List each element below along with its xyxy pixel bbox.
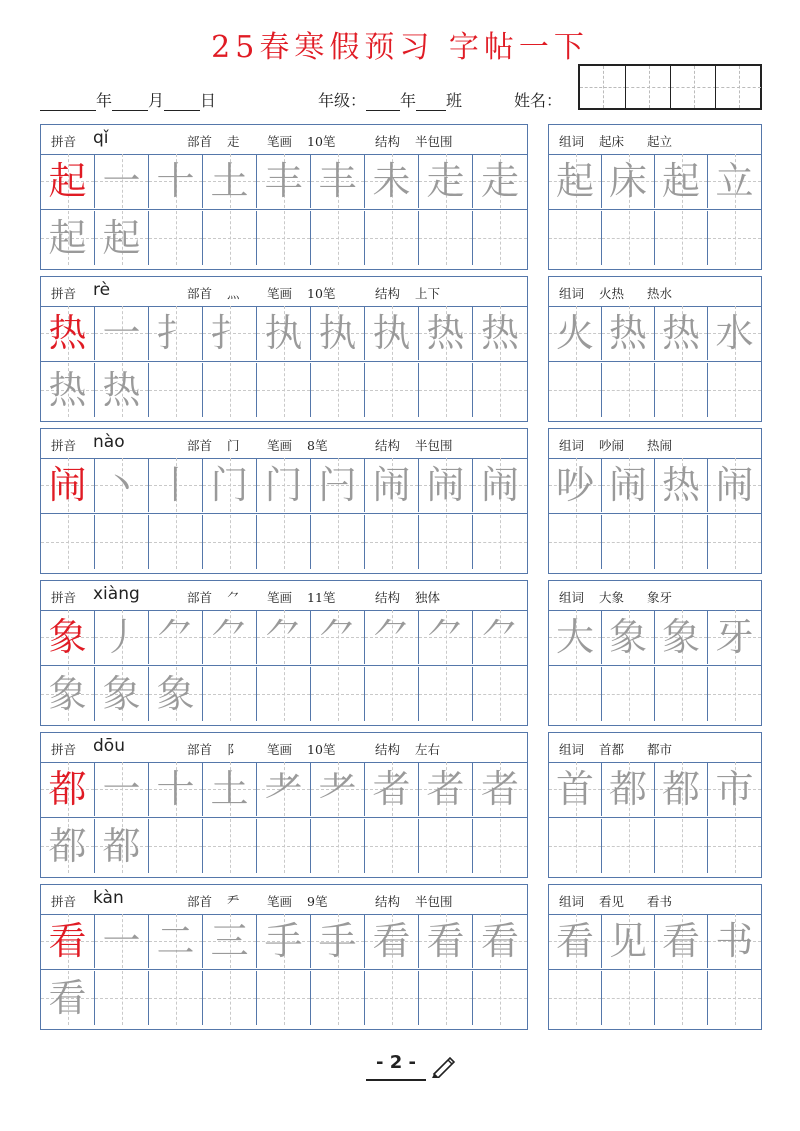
- words-header: 组词 首都 都市: [549, 733, 761, 763]
- page-footer: [366, 1052, 466, 1082]
- info-line: [40, 88, 580, 114]
- writing-cell[interactable]: 丿: [95, 610, 149, 664]
- writing-cell[interactable]: [419, 971, 473, 1025]
- writing-cell[interactable]: [365, 363, 419, 417]
- word-cell[interactable]: [549, 971, 602, 1025]
- writing-cell[interactable]: 丶: [95, 458, 149, 512]
- word-2: 热水: [647, 286, 673, 301]
- writing-cell[interactable]: 二: [149, 914, 203, 968]
- writing-cell[interactable]: 热: [419, 306, 473, 360]
- grade-field[interactable]: 年级： 年 班: [318, 91, 463, 110]
- words-header: 组词 看见 看书: [549, 885, 761, 915]
- writing-cell[interactable]: 十: [149, 154, 203, 208]
- word-cell[interactable]: 立: [708, 154, 761, 208]
- pinyin: nào: [93, 432, 125, 452]
- word-1: 首都: [599, 742, 625, 757]
- words-panel: [548, 580, 762, 726]
- char-info: 拼音 rè 部首 灬 笔画 10笔 结构 上下: [41, 277, 527, 307]
- pinyin: kàn: [93, 888, 124, 908]
- words-panel: [548, 428, 762, 574]
- word-1: 起床: [599, 134, 625, 149]
- writing-cell[interactable]: ⺈: [365, 610, 419, 664]
- words-panel: [548, 276, 762, 422]
- writing-cell[interactable]: [473, 971, 527, 1025]
- words-panel: [548, 732, 762, 878]
- word-cell[interactable]: [655, 363, 708, 417]
- word-1: 吵闹: [599, 438, 625, 453]
- writing-cell[interactable]: [149, 211, 203, 265]
- word-cell[interactable]: 见: [602, 914, 655, 968]
- stroke-count: 10笔: [307, 742, 336, 757]
- writing-cell[interactable]: ⺈: [203, 610, 257, 664]
- writing-cell[interactable]: [149, 363, 203, 417]
- word-cell[interactable]: [549, 363, 602, 417]
- writing-cell[interactable]: 手: [311, 914, 365, 968]
- word-cell[interactable]: [549, 667, 602, 721]
- word-cell[interactable]: [602, 211, 655, 265]
- word-2: 起立: [647, 134, 673, 149]
- word-cell[interactable]: [549, 211, 602, 265]
- writing-cell[interactable]: 丰: [257, 154, 311, 208]
- char-block: [40, 276, 762, 422]
- words-header: 组词 大象 象牙: [549, 581, 761, 611]
- writing-cell[interactable]: 都: [41, 762, 95, 816]
- structure: 独体: [415, 590, 441, 605]
- practice-panel: [40, 884, 528, 1030]
- practice-panel: [40, 124, 528, 270]
- word-cell[interactable]: [708, 363, 761, 417]
- practice-panel: [40, 732, 528, 878]
- practice-panel: [40, 428, 528, 574]
- writing-cell[interactable]: [473, 819, 527, 873]
- writing-cell[interactable]: [203, 363, 257, 417]
- writing-cell[interactable]: [257, 819, 311, 873]
- writing-cell[interactable]: 一: [95, 154, 149, 208]
- writing-cell[interactable]: [257, 211, 311, 265]
- writing-cell[interactable]: [41, 515, 95, 569]
- writing-cell[interactable]: 热: [41, 306, 95, 360]
- radical: 龵: [227, 894, 240, 909]
- word-1: 看见: [599, 894, 625, 909]
- word-cell[interactable]: 闹: [602, 458, 655, 512]
- char-block: [40, 732, 762, 878]
- radical: 走: [227, 134, 240, 149]
- word-cell[interactable]: [708, 971, 761, 1025]
- writing-cell[interactable]: 热: [95, 363, 149, 417]
- writing-cell[interactable]: [311, 667, 365, 721]
- radical: 门: [227, 438, 240, 453]
- writing-cell[interactable]: [311, 211, 365, 265]
- word-cell[interactable]: 床: [602, 154, 655, 208]
- writing-cell[interactable]: 丰: [311, 154, 365, 208]
- word-cell[interactable]: [708, 819, 761, 873]
- writing-cell[interactable]: 三: [203, 914, 257, 968]
- writing-cell[interactable]: 土: [203, 762, 257, 816]
- writing-cell[interactable]: 起: [95, 211, 149, 265]
- writing-cell[interactable]: [365, 211, 419, 265]
- word-1: 大象: [599, 590, 625, 605]
- writing-cell[interactable]: 走: [473, 154, 527, 208]
- writing-cell[interactable]: 闹: [473, 458, 527, 512]
- stroke-count: 8笔: [307, 438, 328, 453]
- words-panel: [548, 884, 762, 1030]
- writing-cell[interactable]: [257, 363, 311, 417]
- char-info: 拼音 qǐ 部首 走 笔画 10笔 结构 半包围: [41, 125, 527, 155]
- writing-cell[interactable]: 起: [41, 154, 95, 208]
- writing-cell[interactable]: 象: [41, 610, 95, 664]
- writing-cell[interactable]: [365, 667, 419, 721]
- word-cell[interactable]: [708, 515, 761, 569]
- writing-cell[interactable]: 走: [419, 154, 473, 208]
- word-cell[interactable]: [708, 211, 761, 265]
- word-cell[interactable]: [549, 819, 602, 873]
- char-block: [40, 124, 762, 270]
- writing-cell[interactable]: [203, 211, 257, 265]
- writing-cell[interactable]: [419, 819, 473, 873]
- writing-cell[interactable]: 都: [95, 819, 149, 873]
- word-2: 看书: [647, 894, 673, 909]
- radical: 阝: [227, 742, 240, 757]
- writing-cell[interactable]: [419, 211, 473, 265]
- writing-cell[interactable]: 一: [95, 762, 149, 816]
- practice-panel: [40, 276, 528, 422]
- structure: 左右: [415, 742, 441, 757]
- words-panel: [548, 124, 762, 270]
- writing-cell[interactable]: [473, 363, 527, 417]
- writing-cell[interactable]: 丨: [149, 458, 203, 512]
- writing-cell[interactable]: ⺈: [419, 610, 473, 664]
- word-cell[interactable]: [602, 971, 655, 1025]
- word-cell[interactable]: 闹: [708, 458, 761, 512]
- word-cell[interactable]: [708, 667, 761, 721]
- word-cell[interactable]: 都: [655, 762, 708, 816]
- stroke-count: 9笔: [307, 894, 328, 909]
- structure: 半包围: [415, 134, 453, 149]
- writing-cell[interactable]: 手: [257, 914, 311, 968]
- char-block: [40, 580, 762, 726]
- words-header: 组词 火热 热水: [549, 277, 761, 307]
- writing-cell[interactable]: [473, 211, 527, 265]
- writing-cell[interactable]: 一: [95, 914, 149, 968]
- words-header: 组词 起床 起立: [549, 125, 761, 155]
- word-1: 火热: [599, 286, 625, 301]
- pinyin: xiàng: [93, 584, 140, 604]
- word-cell[interactable]: 首: [549, 762, 602, 816]
- date-field[interactable]: 年 月 日: [40, 88, 216, 111]
- radical: ⺈: [227, 590, 240, 605]
- word-cell[interactable]: 水: [708, 306, 761, 360]
- writing-cell[interactable]: 看: [419, 914, 473, 968]
- word-cell[interactable]: 大: [549, 610, 602, 664]
- writing-cell[interactable]: [311, 819, 365, 873]
- writing-cell[interactable]: [311, 363, 365, 417]
- word-cell[interactable]: 市: [708, 762, 761, 816]
- radical: 灬: [227, 286, 240, 301]
- word-cell[interactable]: 热: [655, 458, 708, 512]
- writing-cell[interactable]: [257, 971, 311, 1025]
- writing-cell[interactable]: 象: [95, 667, 149, 721]
- pinyin: dōu: [93, 736, 125, 756]
- writing-cell[interactable]: 闹: [419, 458, 473, 512]
- writing-cell[interactable]: [203, 515, 257, 569]
- writing-cell[interactable]: [419, 515, 473, 569]
- writing-cell[interactable]: 扌: [203, 306, 257, 360]
- page-title: 25春寒假预习 字帖一下: [211, 30, 589, 65]
- word-cell[interactable]: 看: [549, 914, 602, 968]
- word-cell[interactable]: 起: [549, 154, 602, 208]
- word-2: 都市: [647, 742, 673, 757]
- word-cell[interactable]: [655, 971, 708, 1025]
- writing-cell[interactable]: 起: [41, 211, 95, 265]
- writing-cell[interactable]: ⺈: [311, 610, 365, 664]
- writing-cell[interactable]: [95, 515, 149, 569]
- writing-cell[interactable]: ⺈: [473, 610, 527, 664]
- writing-cell[interactable]: [473, 667, 527, 721]
- word-cell[interactable]: 热: [602, 306, 655, 360]
- writing-cell[interactable]: [95, 971, 149, 1025]
- char-block: [40, 428, 762, 574]
- writing-cell[interactable]: [365, 515, 419, 569]
- writing-cell[interactable]: [419, 667, 473, 721]
- writing-cell[interactable]: 耂: [257, 762, 311, 816]
- writing-cell[interactable]: 执: [365, 306, 419, 360]
- word-cell[interactable]: 火: [549, 306, 602, 360]
- writing-cell[interactable]: 闹: [365, 458, 419, 512]
- writing-cell[interactable]: [203, 819, 257, 873]
- writing-cell[interactable]: 都: [41, 819, 95, 873]
- name-label: 姓名：: [514, 91, 563, 110]
- char-info: 拼音 dōu 部首 阝 笔画 10笔 结构 左右: [41, 733, 527, 763]
- writing-cell[interactable]: [149, 819, 203, 873]
- word-cell[interactable]: 吵: [549, 458, 602, 512]
- writing-cell[interactable]: [311, 515, 365, 569]
- word-cell[interactable]: [655, 515, 708, 569]
- writing-cell[interactable]: [149, 971, 203, 1025]
- char-info: 拼音 xiàng 部首 ⺈ 笔画 11笔 结构 独体: [41, 581, 527, 611]
- writing-cell[interactable]: [365, 819, 419, 873]
- pen-icon: [430, 1054, 458, 1078]
- writing-cell[interactable]: 热: [41, 363, 95, 417]
- word-cell[interactable]: [602, 819, 655, 873]
- writing-cell[interactable]: [311, 971, 365, 1025]
- word-cell[interactable]: [602, 363, 655, 417]
- stroke-count: 10笔: [307, 134, 336, 149]
- word-cell[interactable]: [602, 667, 655, 721]
- writing-cell[interactable]: 扌: [149, 306, 203, 360]
- writing-cell[interactable]: [419, 363, 473, 417]
- writing-cell[interactable]: 十: [149, 762, 203, 816]
- writing-cell[interactable]: ⺈: [149, 610, 203, 664]
- writing-cell[interactable]: [257, 667, 311, 721]
- writing-cell[interactable]: [257, 515, 311, 569]
- writing-cell[interactable]: 执: [257, 306, 311, 360]
- writing-cell[interactable]: 象: [41, 667, 95, 721]
- char-info: 拼音 nào 部首 门 笔画 8笔 结构 半包围: [41, 429, 527, 459]
- word-cell[interactable]: 看: [655, 914, 708, 968]
- writing-cell[interactable]: 未: [365, 154, 419, 208]
- word-cell[interactable]: [655, 819, 708, 873]
- writing-cell[interactable]: 门: [203, 458, 257, 512]
- char-block: [40, 884, 762, 1030]
- word-cell[interactable]: 热: [655, 306, 708, 360]
- structure: 半包围: [415, 438, 453, 453]
- word-2: 热闹: [647, 438, 673, 453]
- word-cell[interactable]: 起: [655, 154, 708, 208]
- writing-cell[interactable]: 一: [95, 306, 149, 360]
- structure: 上下: [415, 286, 441, 301]
- word-cell[interactable]: [602, 515, 655, 569]
- writing-cell[interactable]: 热: [473, 306, 527, 360]
- writing-cell[interactable]: [365, 971, 419, 1025]
- writing-cell[interactable]: 看: [41, 914, 95, 968]
- word-cell[interactable]: 象: [602, 610, 655, 664]
- writing-cell[interactable]: 耂: [311, 762, 365, 816]
- char-info: 拼音 kàn 部首 龵 笔画 9笔 结构 半包围: [41, 885, 527, 915]
- name-box[interactable]: [578, 64, 762, 110]
- writing-cell[interactable]: [149, 515, 203, 569]
- pinyin: qǐ: [93, 128, 109, 148]
- word-cell[interactable]: 书: [708, 914, 761, 968]
- writing-cell[interactable]: 象: [149, 667, 203, 721]
- writing-cell[interactable]: 执: [311, 306, 365, 360]
- writing-cell[interactable]: ⺈: [257, 610, 311, 664]
- word-cell[interactable]: 象: [655, 610, 708, 664]
- writing-cell[interactable]: 看: [473, 914, 527, 968]
- practice-panel: [40, 580, 528, 726]
- writing-cell[interactable]: 门: [257, 458, 311, 512]
- writing-cell[interactable]: [473, 515, 527, 569]
- pinyin: rè: [93, 280, 111, 300]
- page-number: - 2 -: [376, 1052, 416, 1073]
- writing-cell[interactable]: 看: [365, 914, 419, 968]
- stroke-count: 10笔: [307, 286, 336, 301]
- word-2: 象牙: [647, 590, 673, 605]
- writing-cell[interactable]: 者: [419, 762, 473, 816]
- writing-cell[interactable]: 者: [365, 762, 419, 816]
- writing-cell[interactable]: 者: [473, 762, 527, 816]
- stroke-count: 11笔: [307, 590, 336, 605]
- writing-cell[interactable]: 闩: [311, 458, 365, 512]
- writing-cell[interactable]: 看: [41, 971, 95, 1025]
- writing-cell[interactable]: [203, 971, 257, 1025]
- word-cell[interactable]: 牙: [708, 610, 761, 664]
- writing-cell[interactable]: 闹: [41, 458, 95, 512]
- structure: 半包围: [415, 894, 453, 909]
- word-cell[interactable]: [655, 211, 708, 265]
- word-cell[interactable]: [549, 515, 602, 569]
- words-header: 组词 吵闹 热闹: [549, 429, 761, 459]
- writing-cell[interactable]: [203, 667, 257, 721]
- writing-cell[interactable]: 土: [203, 154, 257, 208]
- word-cell[interactable]: 都: [602, 762, 655, 816]
- word-cell[interactable]: [655, 667, 708, 721]
